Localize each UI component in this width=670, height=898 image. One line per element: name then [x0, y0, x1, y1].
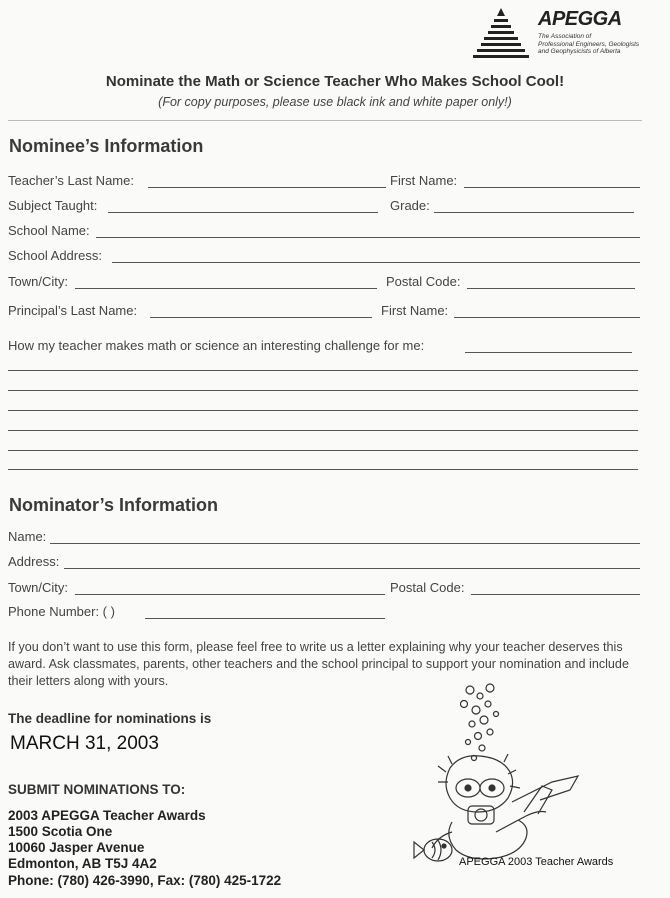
- principal-first-name-label: First Name:: [381, 303, 449, 318]
- address-line: Edmonton, AB T5J 4A2: [8, 856, 157, 871]
- nominator-postal-code-label: Postal Code:: [390, 580, 465, 595]
- logo-name: APEGGA: [538, 8, 622, 30]
- nominator-address-label: Address:: [8, 554, 60, 569]
- nominee-postal-code-label: Postal Code:: [386, 274, 461, 289]
- subject-taught-field[interactable]: [108, 212, 378, 213]
- teacher-first-name-label: First Name:: [390, 173, 458, 188]
- address-line: 1500 Scotia One: [8, 824, 113, 839]
- deadline-label: The deadline for nominations is: [8, 711, 212, 726]
- teacher-challenge-answer-line[interactable]: [8, 410, 638, 411]
- contact-line: Phone: (780) 426-3990, Fax: (780) 425-1722: [8, 873, 282, 888]
- apegga-pyramid-logo: [470, 8, 532, 62]
- logo-subtitle: [538, 33, 658, 56]
- nominator-name-field[interactable]: [50, 543, 640, 544]
- school-name-label: School Name:: [8, 223, 90, 238]
- header-divider: [8, 120, 642, 121]
- nominee-town-city-label: Town/City:: [8, 274, 68, 289]
- teacher-challenge-question: How my teacher makes math or science an interesting challenge for me:: [8, 338, 425, 353]
- logo-sub-line: Professional Engineers, Geologists: [538, 40, 640, 48]
- nominator-town-city-field[interactable]: [75, 594, 385, 595]
- page-title: Nominate the Math or Science Teacher Who Makes School Cool!: [105, 73, 565, 90]
- nominator-address-field[interactable]: [64, 568, 640, 569]
- grade-label: Grade:: [390, 198, 430, 213]
- subject-taught-label: Subject Taught:: [8, 198, 98, 213]
- teacher-challenge-answer-line[interactable]: [8, 430, 638, 431]
- nominator-postal-code-field[interactable]: [471, 594, 640, 595]
- teacher-challenge-answer-line[interactable]: [8, 450, 638, 451]
- principal-first-name-field[interactable]: [454, 317, 640, 318]
- instructions-paragraph: If you don’t want to use this form, please feel free to write us a letter explaining why your teacher deserves this award. Ask classmates, parents, other teachers and the school principal to support your nomination and include their letters along with yours.: [8, 640, 629, 688]
- school-address-label: School Address:: [8, 248, 102, 263]
- phone-number-field[interactable]: [145, 618, 385, 619]
- grade-field[interactable]: [434, 212, 634, 213]
- school-address-field[interactable]: [112, 262, 640, 263]
- teacher-challenge-answer-line[interactable]: [8, 469, 638, 470]
- nominator-town-city-label: Town/City:: [8, 580, 68, 595]
- scuba-diver-illustration: [412, 682, 582, 877]
- nominee-postal-code-field[interactable]: [467, 288, 635, 289]
- teacher-challenge-answer-line[interactable]: [8, 370, 638, 371]
- teacher-challenge-answer-line[interactable]: [8, 390, 638, 391]
- nominator-heading: Nominator’s Information: [9, 495, 219, 515]
- teacher-first-name-field[interactable]: [464, 187, 640, 188]
- logo-sub-line: and Geophysicists of Alberta: [538, 48, 621, 55]
- phone-number-label: Phone Number: ( ): [8, 604, 115, 619]
- nominee-heading: Nominee’s Information: [9, 136, 204, 156]
- logo-sub-line: The Association of: [538, 33, 592, 40]
- teacher-last-name-label: Teacher’s Last Name:: [8, 173, 134, 188]
- address-line: 10060 Jasper Avenue: [8, 840, 145, 855]
- school-name-field[interactable]: [96, 237, 640, 238]
- address-line: 2003 APEGGA Teacher Awards: [8, 808, 206, 823]
- nominee-town-city-field[interactable]: [75, 288, 377, 289]
- illustration-caption: APEGGA 2003 Teacher Awards: [459, 856, 614, 868]
- teacher-last-name-field[interactable]: [148, 187, 386, 188]
- submit-label: SUBMIT NOMINATIONS TO:: [8, 782, 186, 797]
- principal-last-name-label: Principal’s Last Name:: [8, 303, 138, 318]
- principal-last-name-field[interactable]: [150, 317, 372, 318]
- page-subtitle: (For copy purposes, please use black ink and white paper only!): [158, 95, 512, 109]
- deadline-date: MARCH 31, 2003: [10, 733, 159, 754]
- nominator-name-label: Name:: [8, 529, 47, 544]
- teacher-challenge-answer-line[interactable]: [465, 352, 632, 353]
